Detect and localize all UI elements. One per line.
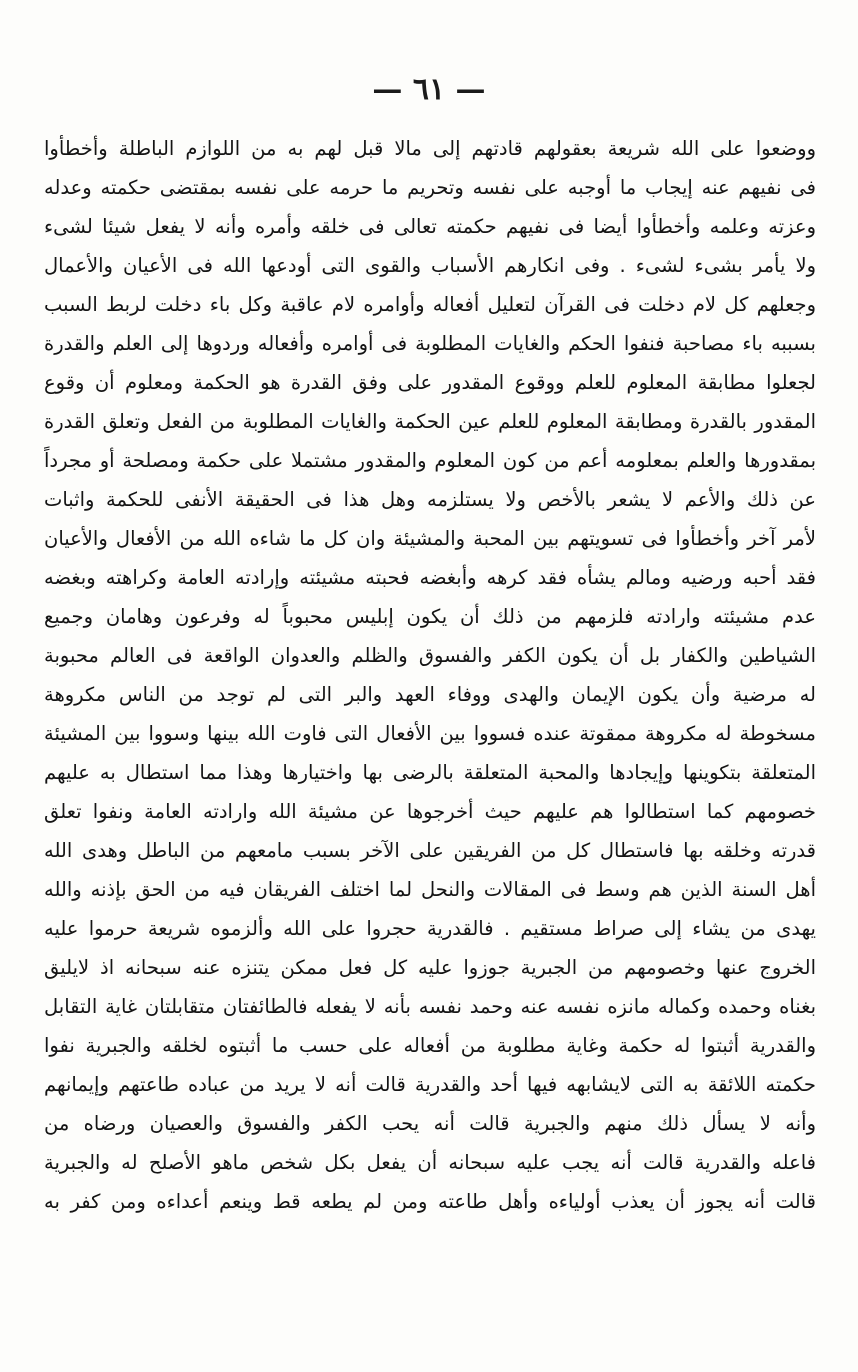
text-line: وعزته وعلمه وأخطأوا أيضا فى نفيهم حكمته تعالى فى خلقه وأمره وأنه لا يفعل شيئا لشىء (44, 215, 816, 238)
text-line: له مرضية وأن يكون الإيمان والهدى ووفاء العهد والبر التى لم توجد من الناس مكروهة (44, 683, 816, 706)
text-line: ولا يأمر بشىء لشىء . وفى انكارهم الأسباب والقوى التى أودعها الله فى الأعيان والأعمال (44, 254, 816, 277)
text-line: بغناه وحمده وكماله مانزه نفسه عنه وحمد نفسه بأنه لا يفعله فالطائفتان متقابلتان غاية التقابل (44, 995, 816, 1018)
page-number: — ٦١ — (372, 72, 486, 107)
page-text (44, 129, 816, 1319)
text-line: عدم مشيئته وارادته فلزمهم من ذلك أن يكون إبليس محبوباً له وفرعون وهامان وجميع (44, 605, 816, 628)
text-line: يهدى من يشاء إلى صراط مستقيم . فالقدرية حجروا على الله وألزموه شريعة حرموا عليه (44, 917, 816, 940)
text-line: لأمر آخر وأخطأوا فى تسويتهم بين المحبة والمشيئة وان كل ما شاءه الله من الأفعال والأعيان (44, 527, 816, 550)
text-line: أهل السنة الذين هم وسط فى المقالات والنحل لما اختلف الفريقان فيه من الحق بإذنه والله (44, 878, 816, 901)
text-line: والقدرية أثبتوا له حكمة وغاية مطلوبة من أفعاله على حسب ما أثبتوه لخلقه والجبرية نفوا (44, 1034, 816, 1057)
text-line: فى نفيهم عنه إيجاب ما أوجبه على نفسه وتحريم ما حرمه على نفسه بمقتضى حكمته وعدله (44, 176, 816, 199)
text-line: وأنه لا يسأل ذلك منهم والجبرية قالت أنه يحب الكفر والفسوق والعصيان ورضاه من (44, 1112, 816, 1135)
text-line: فقد أحبه ورضيه ومالم يشأه فقد كرهه وأبغضه فحبته مشيئته وإرادته العامة وكراهته وبغضه (44, 566, 816, 589)
text-line: قالت أنه يجوز أن يعذب أولياءه وأهل طاعته ومن لم يطعه قط وينعم أعداءه ومن كفر به (44, 1190, 816, 1213)
text-line: خصومهم كما استطالوا هم عليهم حيث أخرجوها عن مشيئة الله وارادته العامة ونفوا تعلق (44, 800, 816, 823)
text-line: المتعلقة بتكوينها وإيجادها والمحبة المتعلقة بالرضى بها واختيارها وهذا مما استطال به عليهم (44, 761, 816, 784)
text-line: ووضعوا على الله شريعة بعقولهم قادتهم إلى مالا قبل لهم به من اللوازم الباطلة وأخطأوا (44, 137, 816, 160)
text-line: المقدور بالقدرة ومطابقة المعلوم للعلم عين الحكمة والغايات المطلوبة من الفعل وتعلق القدرة (44, 410, 816, 433)
text-line: مسخوطة له مكروهة ممقوتة عنده فسووا بين الأفعال التى فاوت الله بينها وسووا بين المشيئة (44, 722, 816, 745)
text-line: قدرته وخلقه بها فاستطال كل من الفريقين على الآخر بسبب مامعهم من الباطل وهدى الله (44, 839, 816, 862)
text-line: وجعلهم كل لام دخلت فى القرآن لتعليل أفعاله وأوامره لام عاقبة وكل باء دخلت لربط السبب (44, 293, 816, 316)
text-line: حكمته اللائقة به التى لايشابهه فيها أحد والقدرية قالت أنه لا يريد من عباده طاعتهم وإيمانهم (44, 1073, 816, 1096)
text-line: الخروج عنها وخصومهم من الجبرية جوزوا عليه كل فعل ممكن يتنزه عنه سبحانه اذ لايليق (44, 956, 816, 979)
text-line: بمقدورها والعلم بمعلومه أعم من كون المعلوم والمقدور مشتملا على حكمة ومصلحة أو مجرداً (44, 449, 816, 472)
text-line: عن ذلك والأعم لا يشعر بالأخص ولا يستلزمه وهل هذا فى الحقيقة الأنفى للحكمة واثبات (44, 488, 816, 511)
text-line: بسببه باء مصاحبة فنفوا الحكم والغايات المطلوبة فى أوامره وأفعاله وردوها إلى العلم والقدرة (44, 332, 816, 355)
text-line: فاعله والقدرية قالت أنه يجب عليه سبحانه أن يفعل بكل شخص ماهو الأصلح له والجبرية (44, 1151, 816, 1174)
text-line: الشياطين والكفار بل أن يكون الكفر والفسوق والظلم والعدوان الواقعة فى العالم محبوبة (44, 644, 816, 667)
text-line: لجعلوا مطابقة المعلوم للعلم ووقوع المقدور على وفق القدرة هو الحكمة ومعلوم أن وقوع (44, 371, 816, 394)
